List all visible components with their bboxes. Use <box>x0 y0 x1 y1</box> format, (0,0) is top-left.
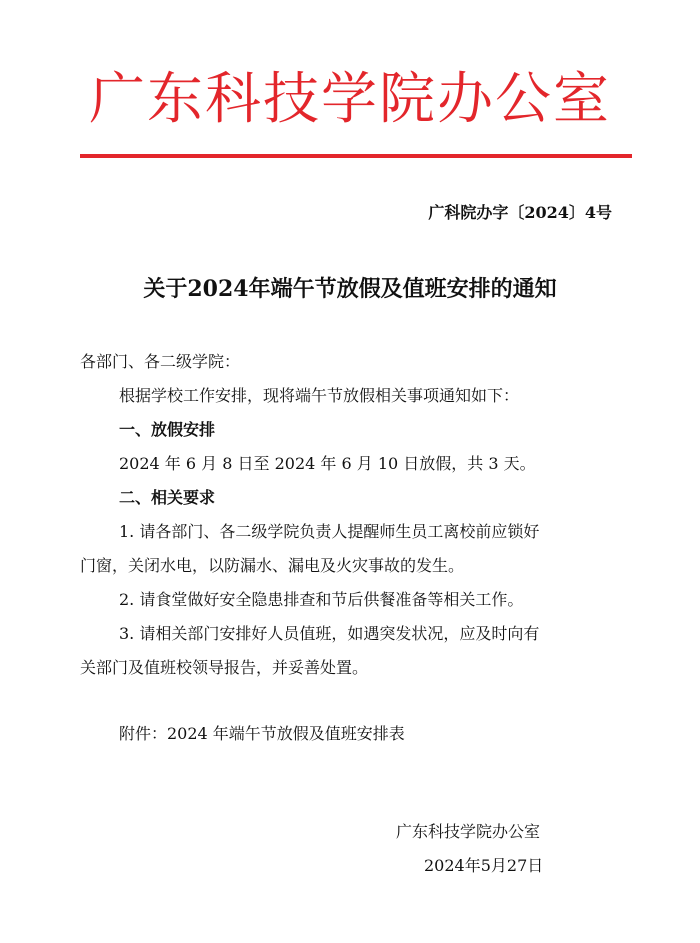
requirement-line: 1. 请各部门、各二级学院负责人提醒师生员工离校前应锁好 <box>119 522 540 541</box>
attachment-note: 附件：2024 年端午节放假及值班安排表 <box>119 724 405 743</box>
letterhead-red-rule <box>80 154 632 158</box>
intro-paragraph: 根据学校工作安排，现将端午节放假相关事项通知如下： <box>119 386 520 405</box>
letterhead-title: 广东科技学院办公室 <box>89 67 611 132</box>
notice-title: 关于2024年端午节放假及值班安排的通知 <box>143 276 557 302</box>
signature-date: 2024年5月27日 <box>424 856 544 875</box>
holiday-dates-line: 2024 年 6 月 8 日至 2024 年 6 月 10 日放假，共 3 天。 <box>119 454 536 473</box>
requirement-line: 关部门及值班校领导报告，并妥善处置。 <box>80 658 369 677</box>
document-number: 广科院办字〔2024〕4号 <box>428 203 612 222</box>
signature-issuer: 广东科技学院办公室 <box>396 822 541 841</box>
requirement-line: 2. 请食堂做好安全隐患排查和节后供餐准备等相关工作。 <box>119 590 524 609</box>
requirement-line: 门窗，关闭水电，以防漏水、漏电及火灾事故的发生。 <box>80 556 465 575</box>
section-heading-holiday: 一、放假安排 <box>119 420 216 439</box>
salutation: 各部门、各二级学院： <box>80 352 241 371</box>
section-heading-requirements: 二、相关要求 <box>119 488 216 507</box>
requirement-line: 3. 请相关部门安排好人员值班，如遇突发状况，应及时向有 <box>119 624 540 643</box>
